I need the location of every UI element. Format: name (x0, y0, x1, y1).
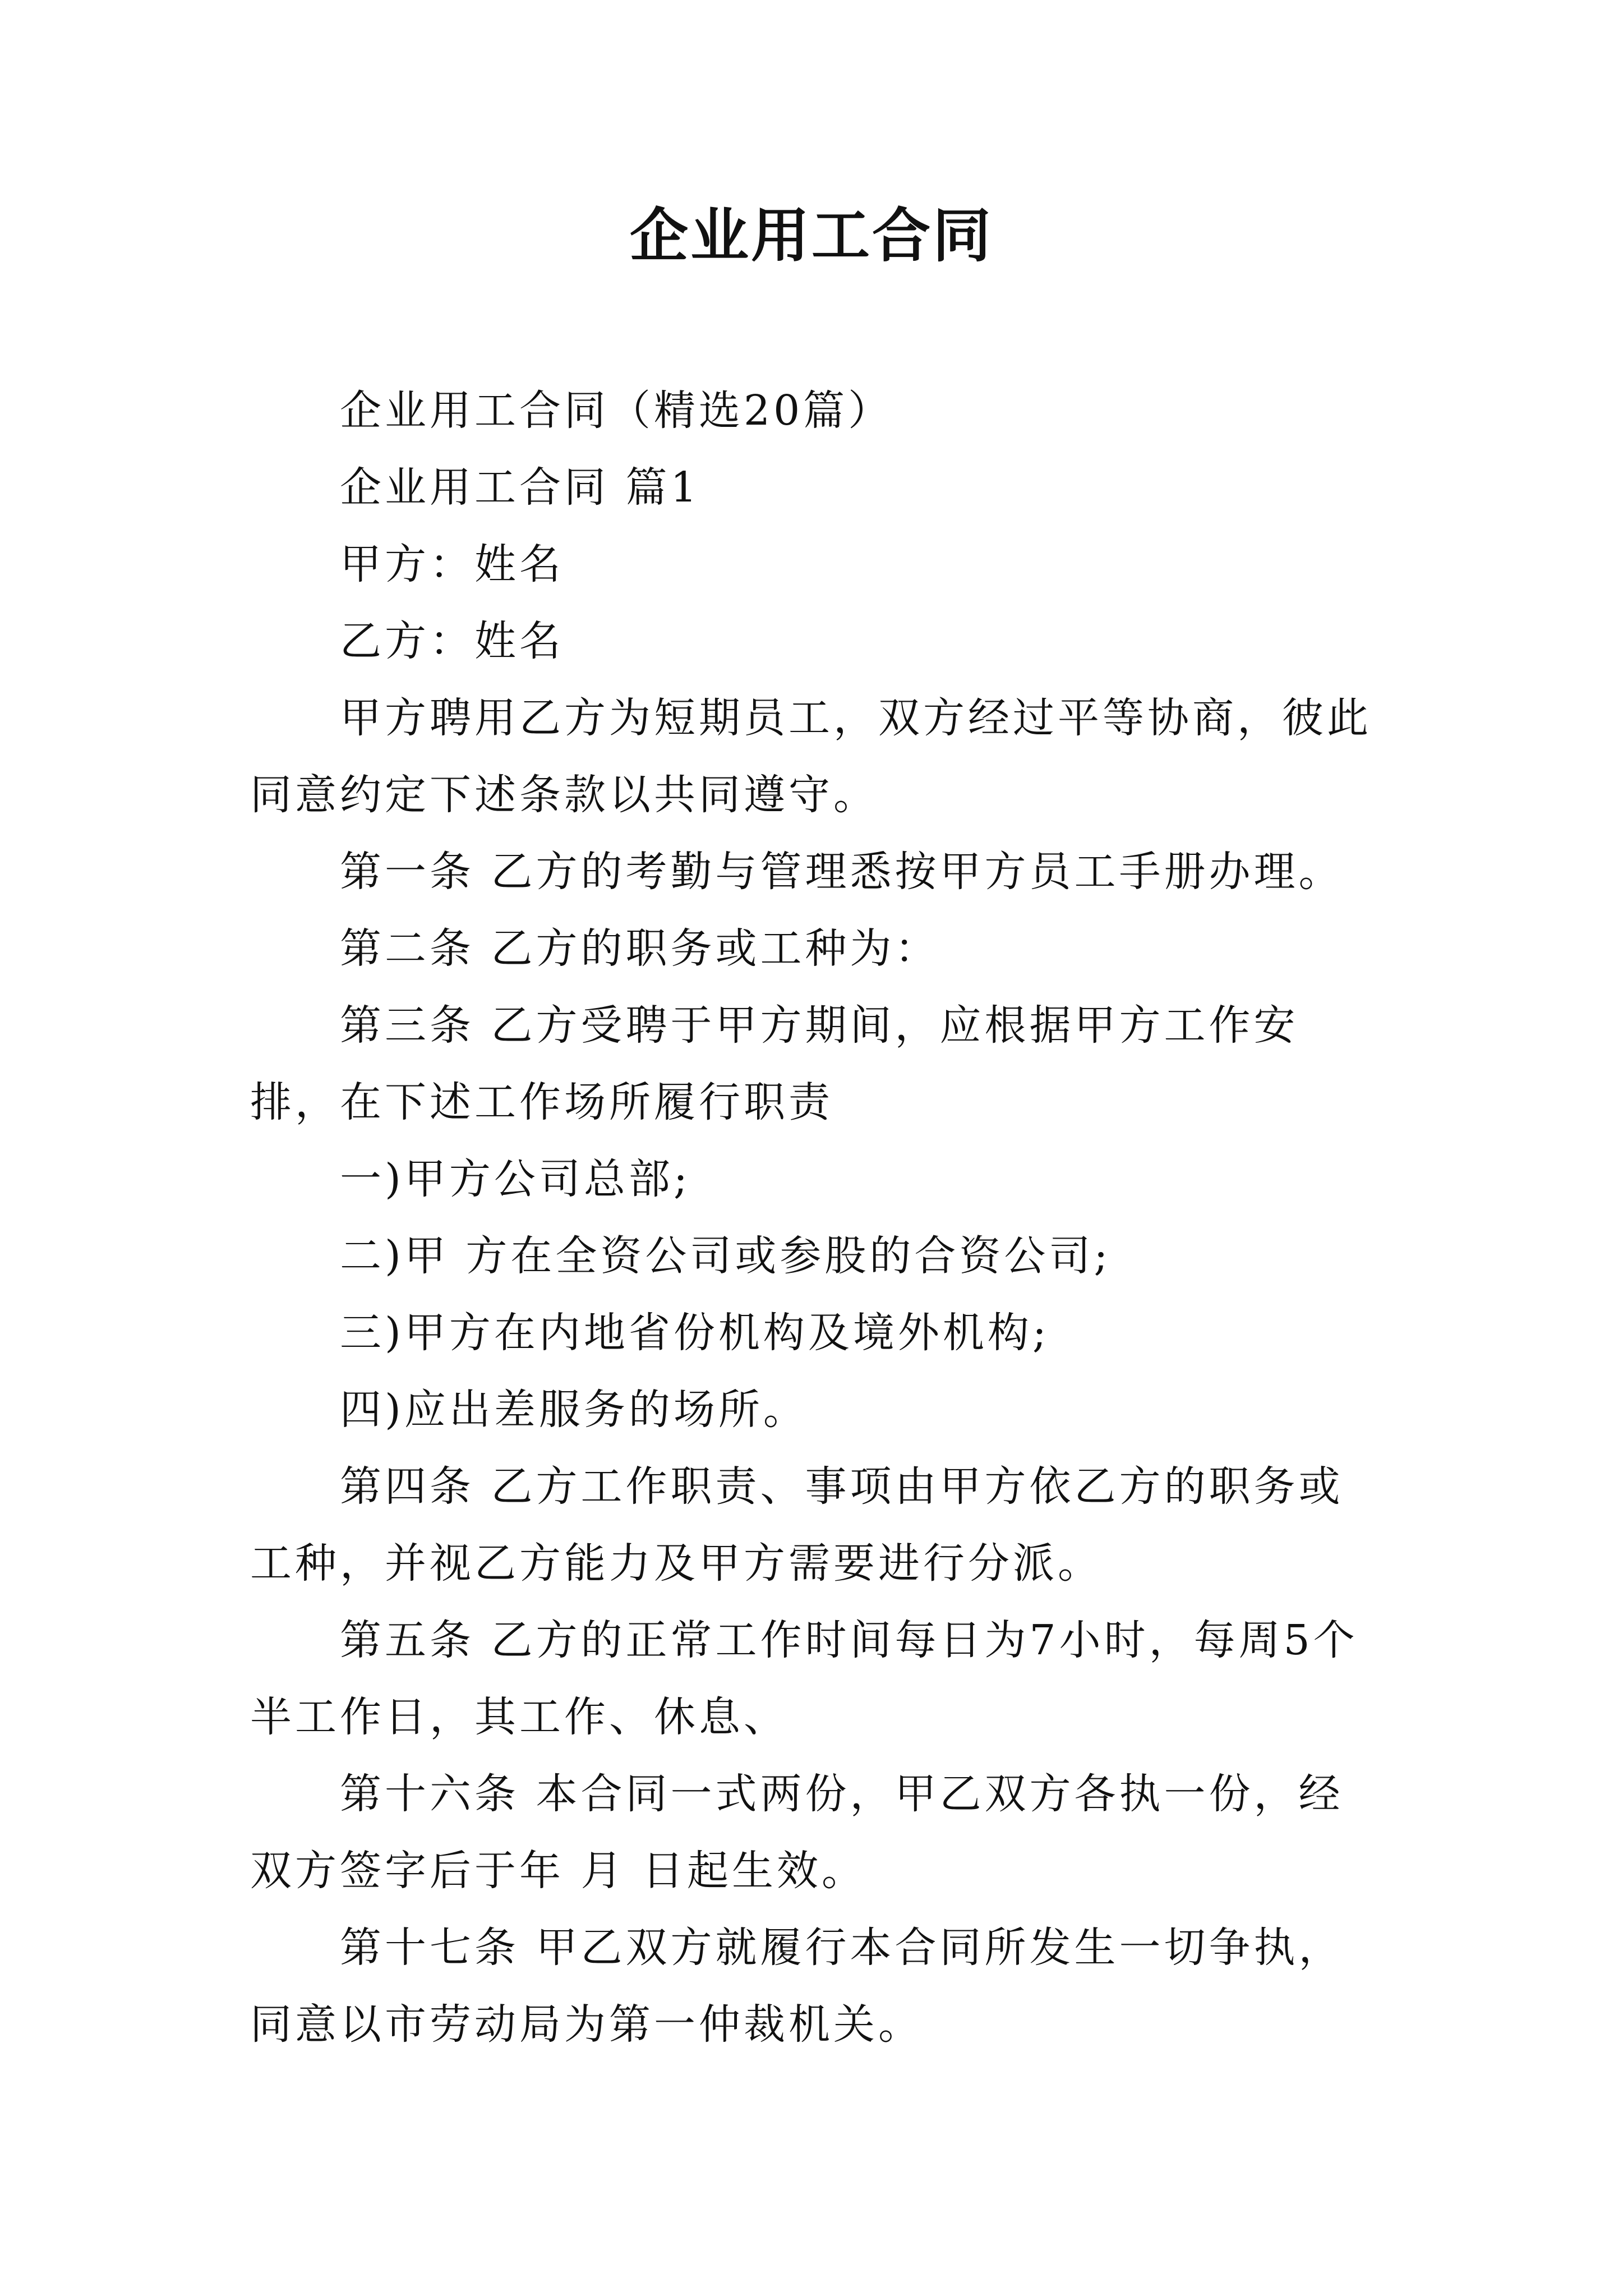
paragraph-contract-heading: 企业用工合同 篇1 (340, 463, 700, 512)
paragraph-party-a: 甲方：姓名 (340, 540, 564, 588)
document-title: 企业用工合同 (629, 201, 993, 270)
paragraph-party-b: 乙方：姓名 (340, 617, 564, 665)
paragraph-article-3: 第三条 乙方受聘于甲方期间，应根据甲方工作安排，在下述工作场所履行职责 (250, 1001, 1299, 1126)
paragraph-list-item-3: 三)甲方在内地省份机构及境外机构; (340, 1309, 1050, 1357)
paragraph-list-item-1: 一)甲方公司总部; (340, 1155, 691, 1203)
paragraph-list-item-2: 二)甲 方在全资公司或参股的合资公司; (340, 1232, 1112, 1280)
document-body (250, 372, 1383, 2063)
paragraph-list-item-4: 四)应出差服务的场所。 (340, 1386, 808, 1434)
paragraph-article-16: 第十六条 本合同一式两份，甲乙双方各执一份，经双方签字后于年 月 日起生效。 (250, 1770, 1344, 1895)
paragraph-article-4: 第四条 乙方工作职责、事项由甲方依乙方的职务或工种，并视乙方能力及甲方需要进行分派。 (250, 1462, 1344, 1588)
paragraph-article-2: 第二条 乙方的职务或工种为： (340, 924, 940, 973)
paragraph-preamble: 甲方聘用乙方为短期员工，双方经过平等协商，彼此同意约定下述条款以共同遵守。 (250, 694, 1372, 819)
paragraph-article-17: 第十七条 甲乙双方就履行本合同所发生一切争执，同意以市劳动局为第一仲裁机关。 (250, 1924, 1344, 2049)
paragraph-collection-title: 企业用工合同（精选20篇） (340, 386, 893, 435)
paragraph-article-5: 第五条 乙方的正常工作时间每日为7小时，每周5个半工作日，其工作、休息、 (250, 1616, 1358, 1741)
paragraph-article-1: 第一条 乙方的考勤与管理悉按甲方员工手册办理。 (340, 848, 1344, 896)
